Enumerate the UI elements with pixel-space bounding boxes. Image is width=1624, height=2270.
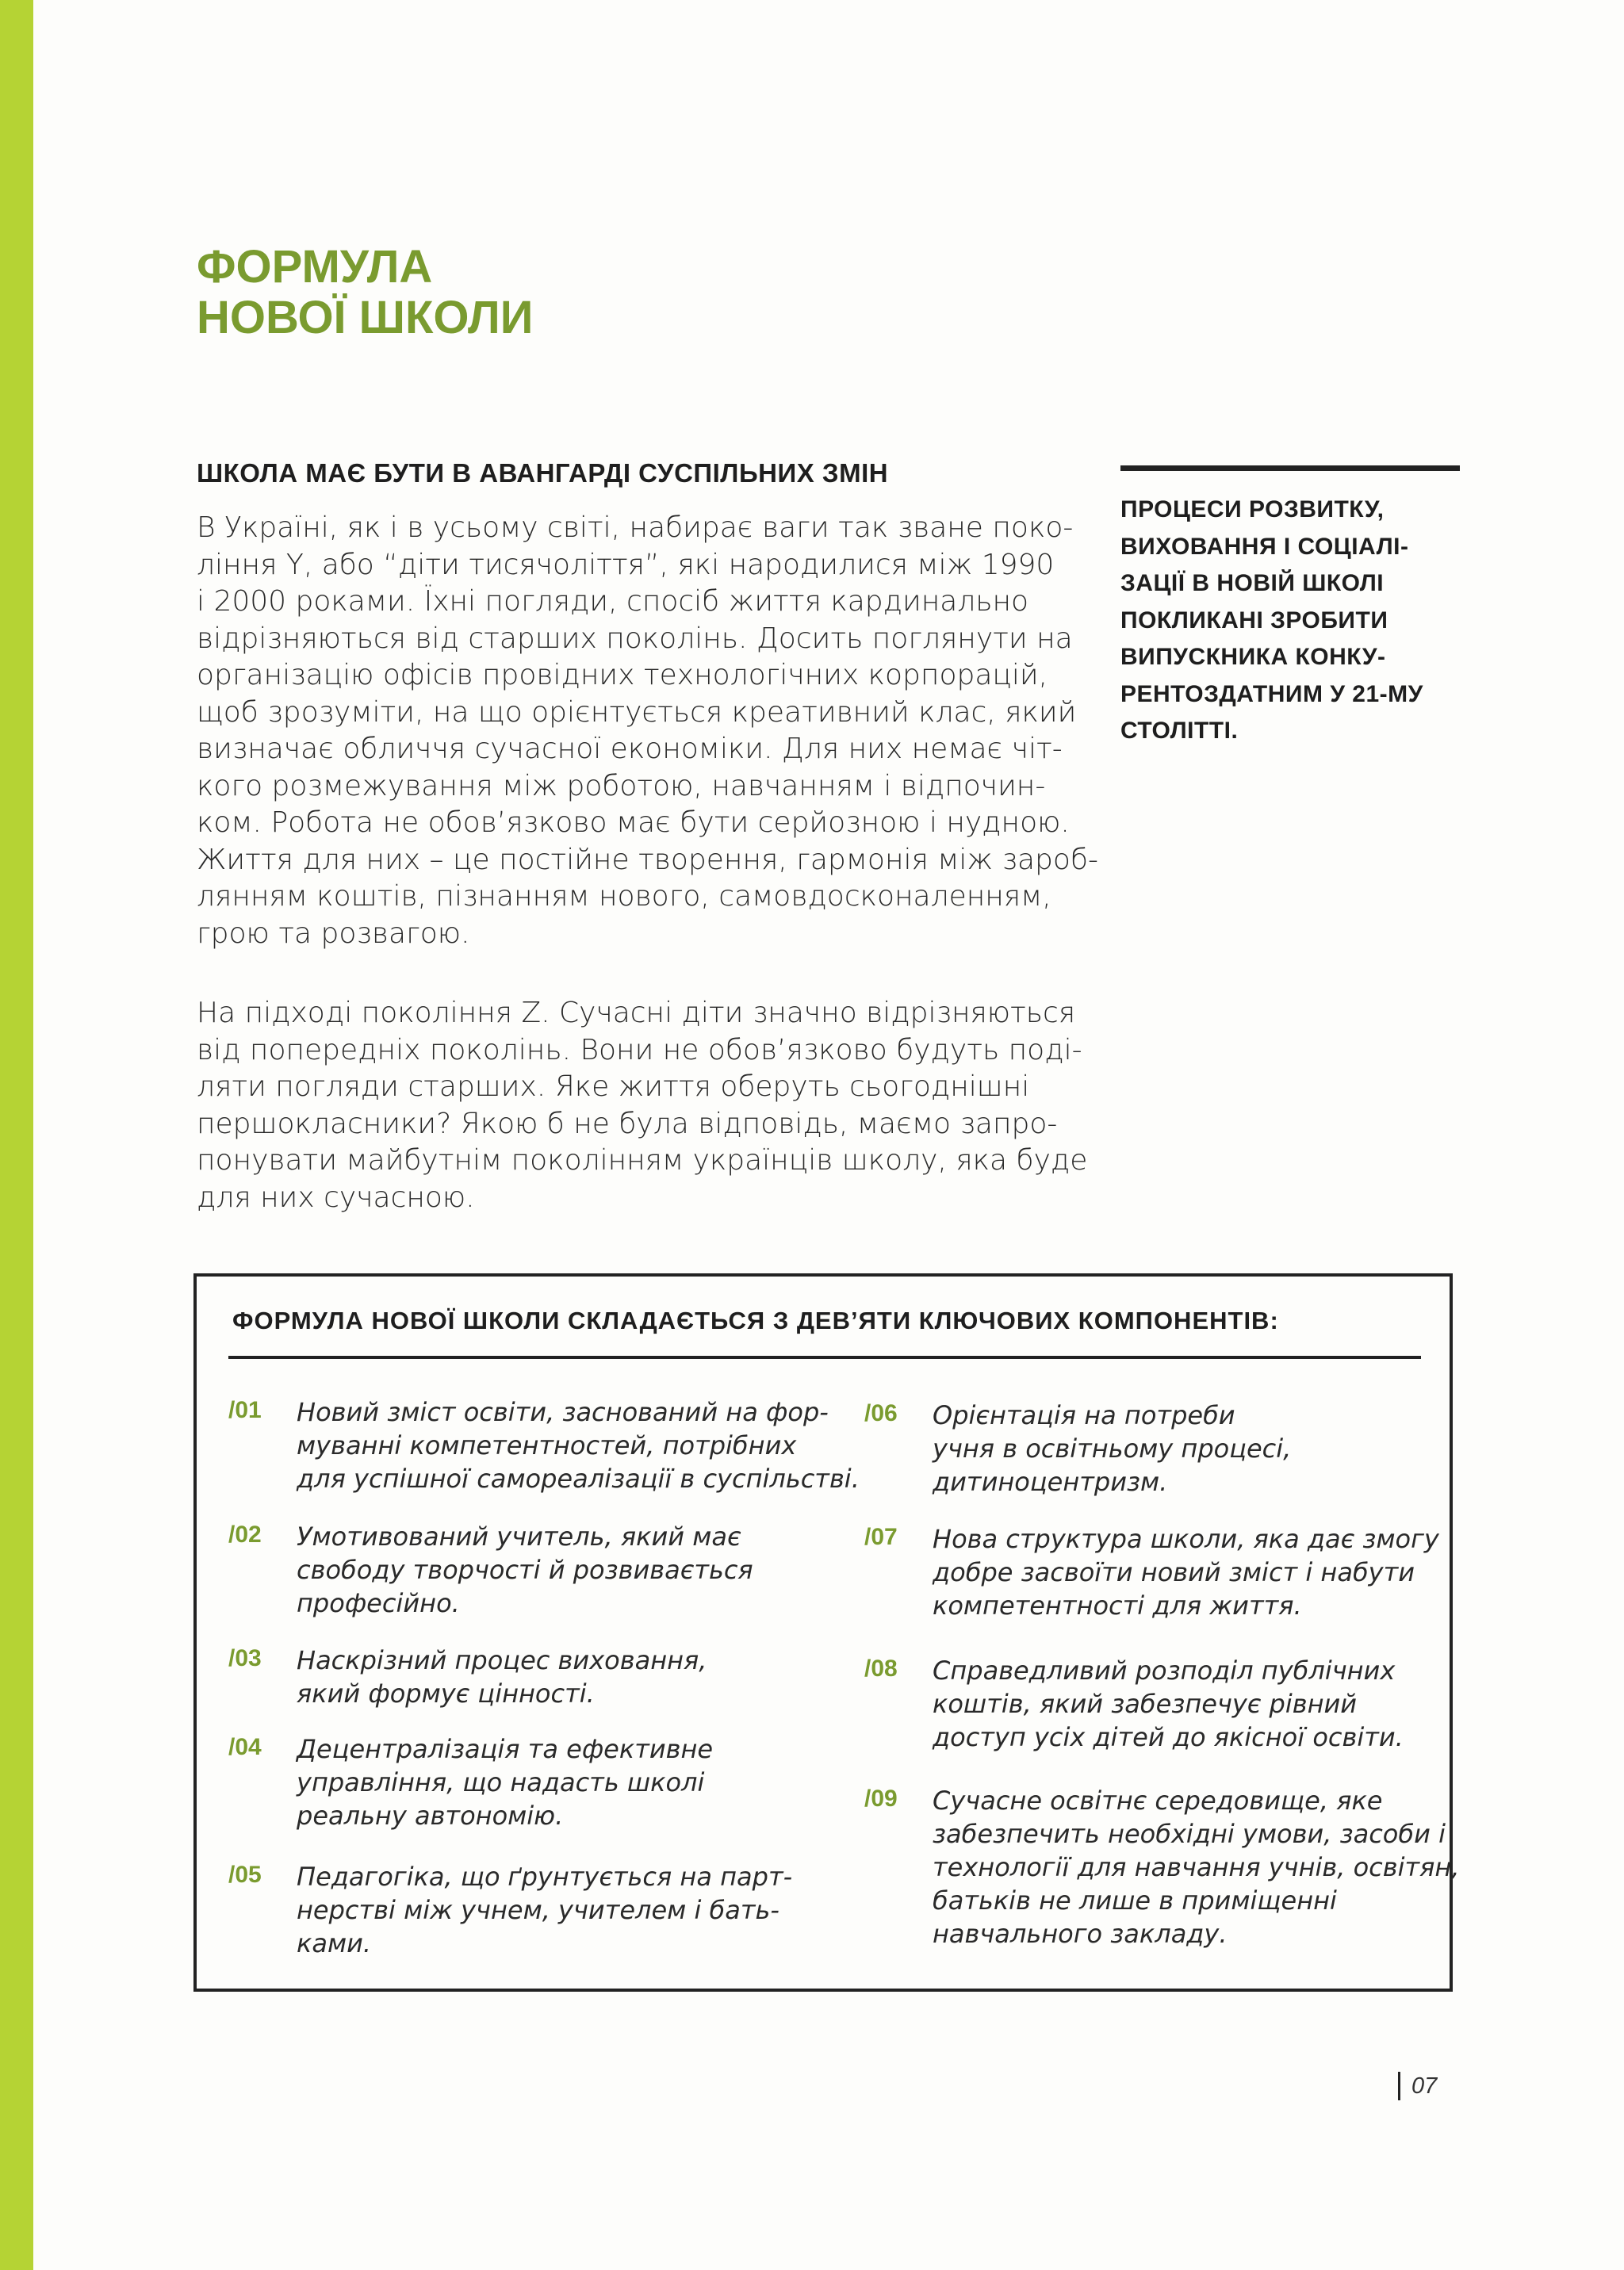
component-line: нерстві між учнем, учителем і бать-	[297, 1895, 779, 1925]
component-number: /07	[864, 1524, 898, 1550]
component-text	[933, 1399, 1291, 1499]
component-number: /03	[228, 1645, 262, 1671]
component-line: реальну автономію.	[297, 1801, 564, 1831]
component-text	[297, 1644, 707, 1710]
paragraph-line: ляти погляди старших. Яке життя оберуть сьогоднішні	[197, 1070, 1030, 1103]
component-number: /06	[864, 1400, 898, 1426]
component-number: /02	[228, 1522, 262, 1548]
page-title	[197, 242, 533, 343]
component-line: ками.	[297, 1928, 372, 1958]
component-line: компетентності для життя.	[933, 1591, 1302, 1621]
component-line: Нова структура школи, яка дає змогу	[933, 1524, 1439, 1554]
body-paragraph-2	[197, 995, 1088, 1216]
component-line: муванні компетентностей, потрібних	[297, 1430, 797, 1460]
pull-quote-line: ПОКЛИКАНІ ЗРОБИТИ	[1120, 607, 1388, 634]
paragraph-line: понувати майбутнім поколінням українців школу, яка буде	[197, 1144, 1088, 1177]
pull-quote	[1120, 492, 1423, 750]
component-text	[297, 1520, 753, 1620]
paragraph-line: кого розмежування між роботою, навчанням і відпочин-	[197, 769, 1046, 802]
component-number: /05	[228, 1862, 262, 1888]
title-line-2: НОВОЇ ШКОЛИ	[197, 292, 534, 343]
page-number: 07	[1398, 2072, 1437, 2100]
component-line: Децентралізація та ефективне	[297, 1734, 714, 1764]
component-text	[297, 1732, 713, 1832]
paragraph-line: ління Y, або “діти тисячоліття”, які народилися між 1990	[197, 548, 1055, 581]
component-number: /09	[864, 1786, 898, 1812]
component-line: Наскрізний процес виховання,	[297, 1645, 707, 1675]
paragraph-line: відрізняються від старших поколінь. Досить поглянути на	[197, 622, 1073, 655]
paragraph-line: від попередніх поколінь. Вони не обов’язково будуть поді-	[197, 1033, 1082, 1066]
component-line: Справедливий розподіл публічних	[933, 1656, 1396, 1686]
pull-quote-line: СТОЛІТТІ.	[1120, 718, 1239, 744]
paragraph-line: першокласники? Якою б не була відповідь, маємо запро-	[197, 1107, 1058, 1140]
component-line: який формує цінності.	[297, 1679, 595, 1709]
paragraph-line: визначає обличчя сучасної економіки. Для них немає чіт-	[197, 733, 1063, 765]
component-number: /01	[228, 1397, 262, 1423]
formula-box-heading: ФОРМУЛА НОВОЇ ШКОЛИ СКЛАДАЄТЬСЯ З ДЕВ’ЯТИ КЛЮЧОВИХ КОМПОНЕНТІВ:	[232, 1307, 1279, 1334]
pull-quote-line: ВИХОВАННЯ І СОЦІАЛІ-	[1120, 533, 1409, 560]
paragraph-line: В Україні, як і в усьому світі, набирає ваги так зване поко-	[197, 511, 1074, 544]
component-line: учня в освітньому процесі,	[933, 1434, 1292, 1464]
component-line: технології для навчання учнів, освітян,	[933, 1852, 1460, 1882]
pull-quote-line: ЗАЦІЇ В НОВІЙ ШКОЛІ	[1120, 570, 1385, 596]
component-line: управління, що надасть школі	[297, 1767, 705, 1797]
formula-box-rule	[228, 1356, 1421, 1359]
paragraph-line: щоб зрозуміти, на що орієнтується креативний клас, який	[197, 695, 1077, 729]
paragraph-line: грою та розвагою.	[197, 917, 470, 950]
paragraph-line: ком. Робота не обов’язково має бути серйозною і нудною.	[197, 806, 1070, 839]
paragraph-line: і 2000 роками. Їхні погляди, спосіб життя кардинально	[197, 585, 1029, 618]
paragraph-line: лянням коштів, пізнанням нового, самовдосконаленням,	[197, 880, 1051, 913]
body-paragraph-1	[197, 510, 1098, 952]
paragraph-line: для них сучасною.	[197, 1181, 475, 1214]
component-text	[933, 1784, 1460, 1950]
component-line: Новий зміст освіти, заснований на фор-	[297, 1397, 829, 1427]
component-line: свободу творчості й розвивається	[297, 1555, 753, 1585]
component-line: навчального закладу.	[933, 1919, 1228, 1949]
aside-rule	[1120, 465, 1460, 471]
component-number: /04	[228, 1734, 262, 1760]
component-line: коштів, який забезпечує рівний	[933, 1689, 1358, 1719]
component-text	[297, 1395, 860, 1495]
component-number: /08	[864, 1656, 898, 1682]
component-line: добре засвоїти новий зміст і набути	[933, 1557, 1415, 1587]
component-line: дитиноцентризм.	[933, 1467, 1168, 1497]
pull-quote-line: РЕНТОЗДАТНИМ У 21-МУ	[1120, 680, 1423, 707]
paragraph-line: Життя для них – це постійне творення, гармонія між зароб-	[197, 843, 1098, 876]
paragraph-line: На підході покоління Z. Сучасні діти значно відрізняються	[197, 997, 1076, 1029]
component-text	[933, 1522, 1439, 1622]
component-line: професійно.	[297, 1588, 460, 1618]
component-line: для успішної самореалізації в суспільстві.	[297, 1464, 860, 1494]
component-line: Орієнтація на потреби	[933, 1400, 1235, 1430]
title-line-1: ФОРМУЛА	[197, 241, 433, 293]
component-line: доступ усіх дітей до якісної освіти.	[933, 1722, 1404, 1752]
section-heading: ШКОЛА МАЄ БУТИ В АВАНГАРДІ СУСПІЛЬНИХ ЗМІН	[197, 458, 889, 488]
component-text	[933, 1654, 1404, 1754]
component-line: Умотивований учитель, який має	[297, 1522, 741, 1552]
component-line: забезпечить необхідні умови, засоби і	[933, 1819, 1446, 1849]
component-line: Педагогіка, що ґрунтується на парт-	[297, 1862, 793, 1892]
component-line: батьків не лише в приміщенні	[933, 1885, 1337, 1916]
paragraph-line: організацію офісів провідних технологічних корпорацій,	[197, 659, 1048, 691]
component-line: Сучасне освітнє середовище, яке	[933, 1786, 1383, 1816]
component-text	[297, 1860, 792, 1960]
pull-quote-line: ВИПУСКНИКА КОНКУ-	[1120, 644, 1386, 670]
formula-box	[193, 1273, 1460, 1992]
accent-side-bar	[0, 0, 33, 2270]
pull-quote-line: ПРОЦЕСИ РОЗВИТКУ,	[1120, 496, 1385, 523]
